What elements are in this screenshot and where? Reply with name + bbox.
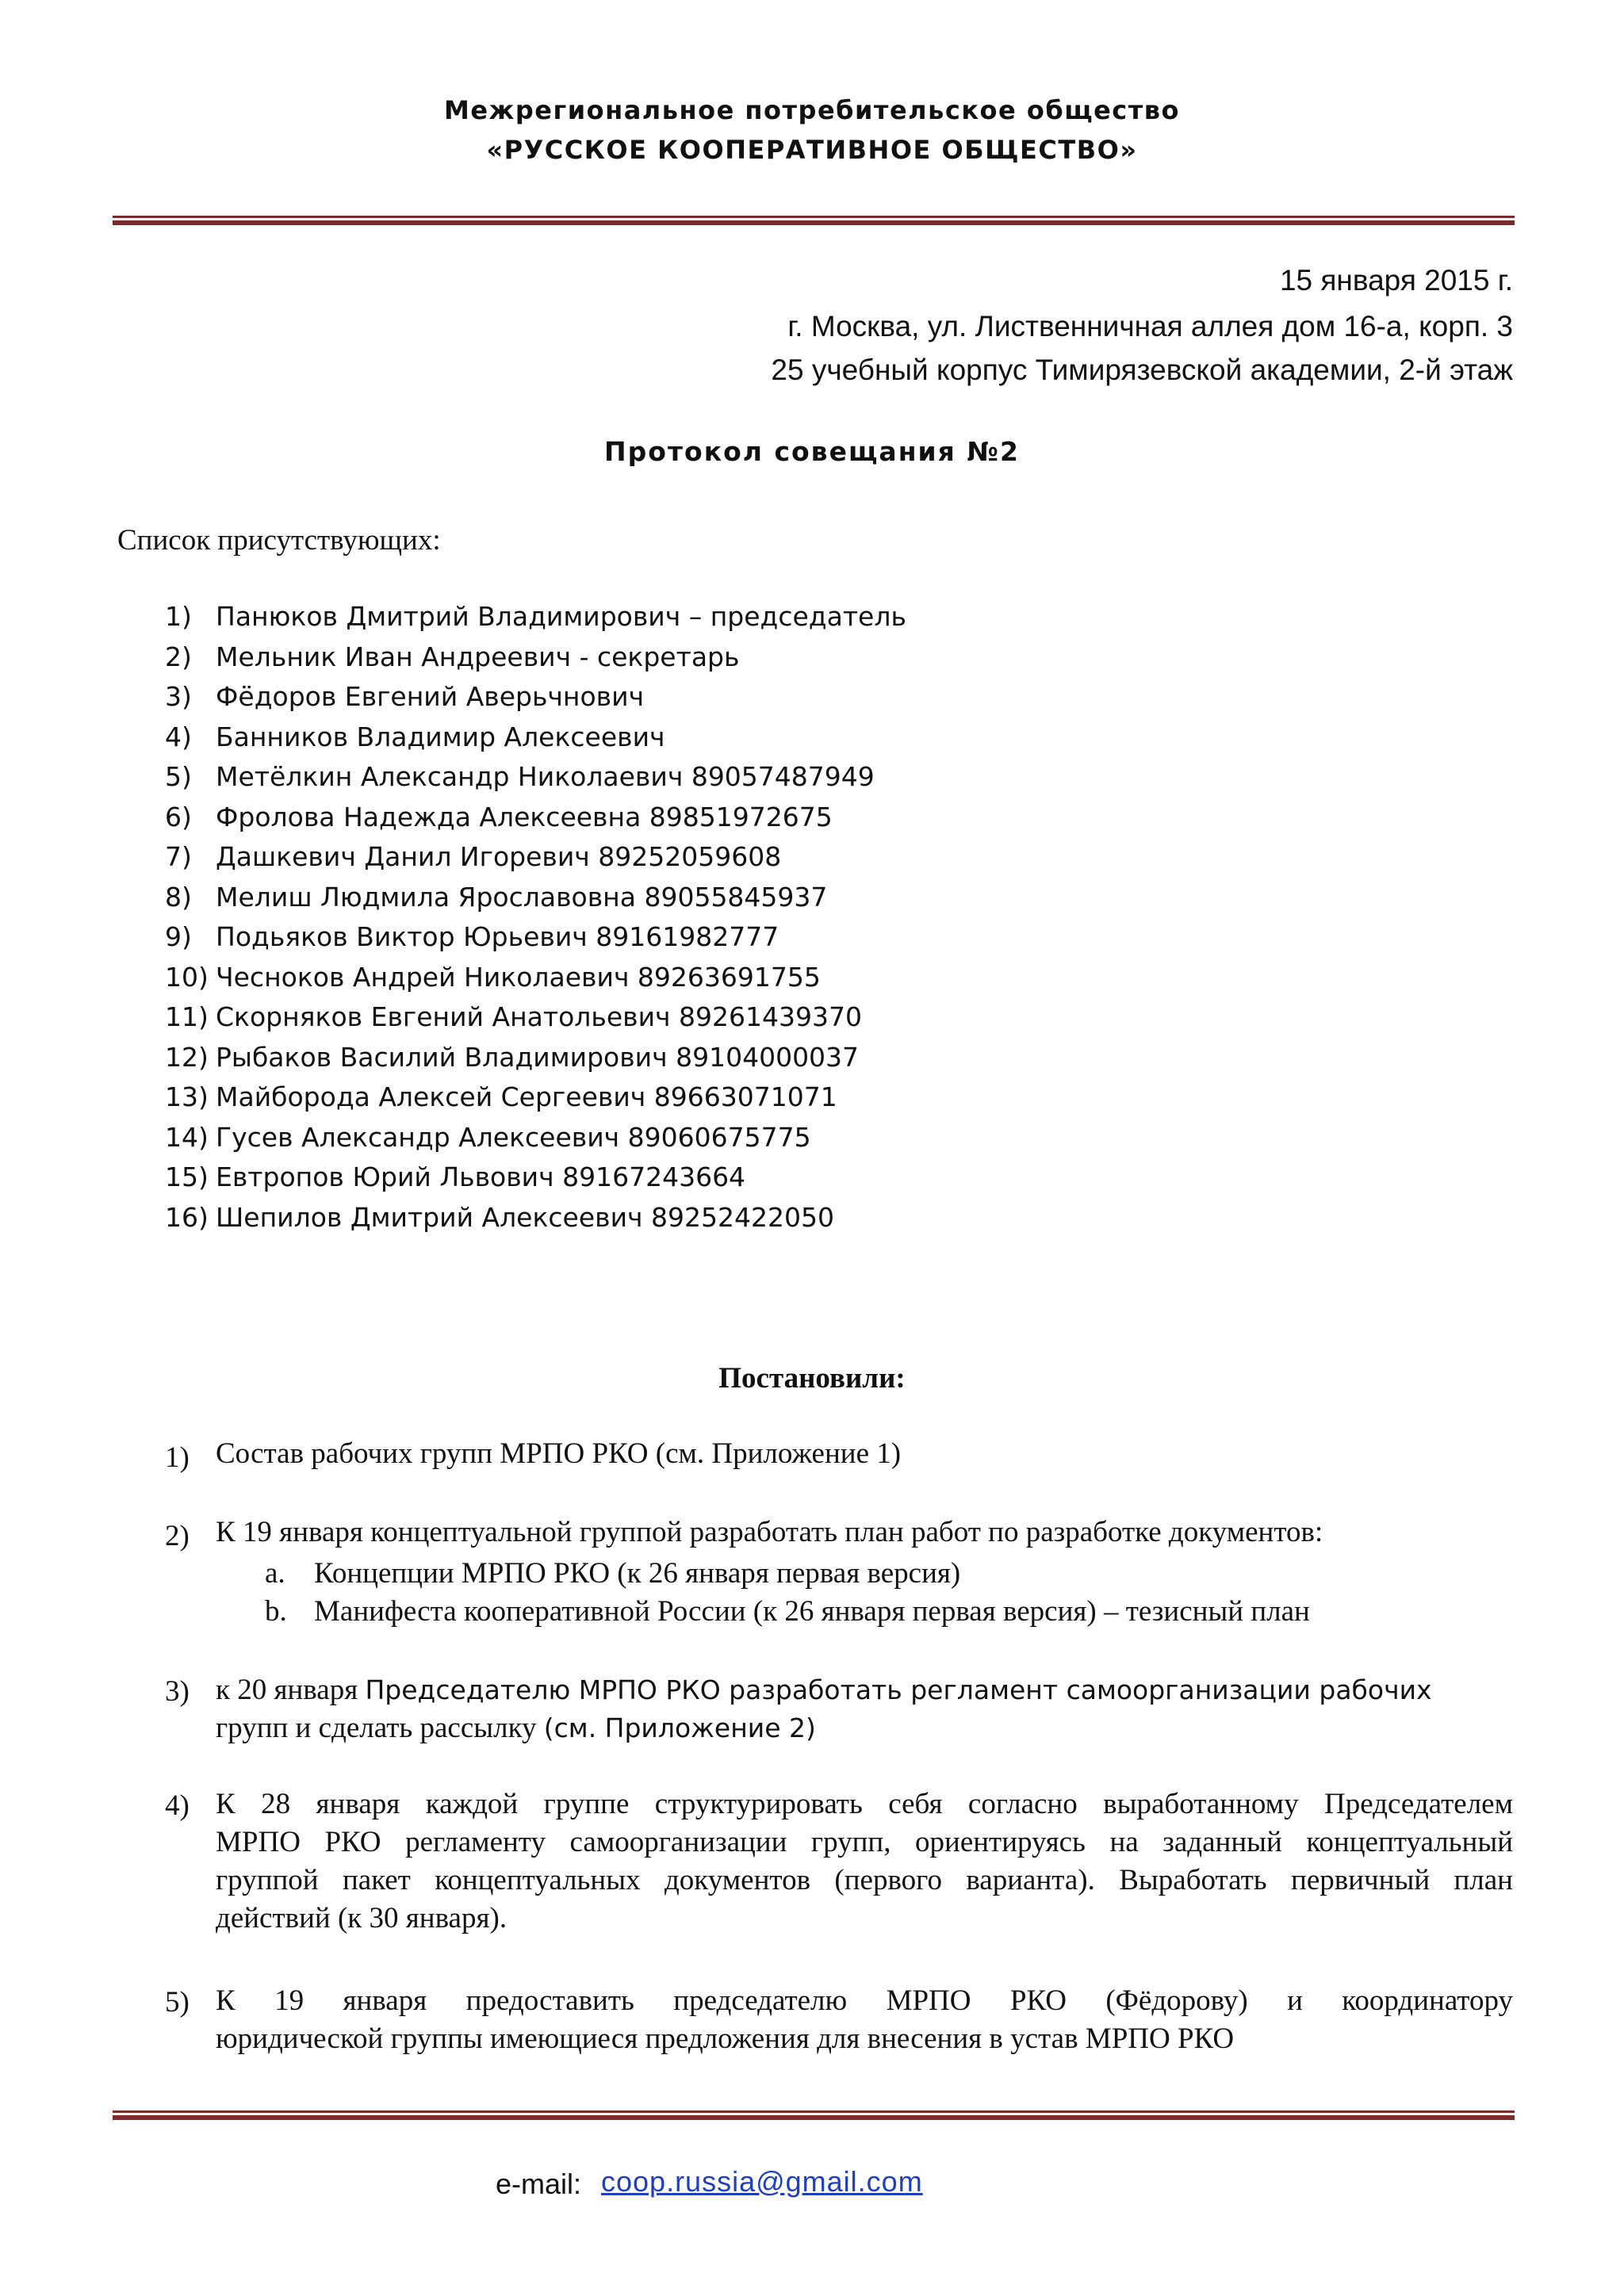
resolution-item-continued: группой пакет концептуальных документов (первого варианта). Выработать первичный план [216,1864,1513,1896]
address-line1: г. Москва, ул. Лиственничная аллея дом 16-а, корп. 3 [787,310,1513,342]
attendee-item: Майборода Алексей Сергеевич 89663071071 [216,1081,837,1112]
attendee-number: 10) [165,962,209,993]
email-link[interactable]: coop.russia@gmail.com [601,2165,923,2198]
resolution-text: к 20 января [216,1674,366,1706]
attendee-item: Гусев Александр Алексеевич 89060675775 [216,1122,811,1153]
resolution-number: 3) [165,1675,190,1708]
address-line2: 25 учебный корпус Тимирязевской академии, 2-й этаж [771,354,1513,386]
attendee-item: Скорняков Евгений Анатольевич 89261439370 [216,1001,862,1032]
resolution-item [216,1671,1513,1709]
resolution-item-continued: юридической группы имеющиеся предложения для внесения в устав МРПО РКО [216,2022,1235,2055]
resolution-number: 1) [165,1441,190,1474]
attendee-item: Евтропов Юрий Львович 89167243664 [216,1161,746,1192]
attendee-number: 1) [165,601,192,632]
attendee-number: 3) [165,681,192,712]
attendee-number: 12) [165,1042,209,1073]
organization-name-line2: «РУССКОЕ КООПЕРАТИВНОЕ ОБЩЕСТВО» [486,135,1138,165]
attendee-number: 14) [165,1122,209,1153]
resolution-text: групп и сделать рассылку [216,1712,544,1744]
resolution-number: 5) [165,1986,190,2019]
resolution-item-continued: МРПО РКО регламенту самоорганизации групп, ориентируясь на заданный концептуальный [216,1826,1513,1858]
resolution-text: Председателю МРПО РКО разработать регламент самоорганизации рабочих [365,1674,1432,1705]
footer-divider [113,2110,1515,2120]
resolution-item: Состав рабочих групп МРПО РКО (см. Приложение 1) [216,1437,902,1470]
resolution-number: 2) [165,1520,190,1552]
attendee-number: 13) [165,1081,209,1112]
attendee-item: Фролова Надежда Алексеевна 89851972675 [216,802,833,832]
attendee-number: 2) [165,641,192,672]
resolution-subitem: Манифеста кооперативной России (к 26 января первая версия) – тезисный план [314,1595,1310,1628]
resolution-item: К 19 января концептуальной группой разработать план работ по разработке документов: [216,1516,1323,1548]
attendee-item: Панюков Дмитрий Владимирович – председатель [216,601,906,632]
attendee-item: Чесноков Андрей Николаевич 89263691755 [216,962,821,993]
attendee-item: Шепилов Дмитрий Алексеевич 89252422050 [216,1202,834,1233]
attendee-item: Дашкевич Данил Игоревич 89252059608 [216,841,782,872]
attendee-item: Мельник Иван Андреевич - секретарь [216,641,740,672]
attendee-number: 11) [165,1001,209,1032]
attendee-number: 15) [165,1161,209,1192]
attendee-number: 5) [165,761,192,792]
email-label: e-mail: [496,2168,582,2200]
attendee-number: 4) [165,721,192,752]
document-date: 15 января 2015 г. [1279,264,1513,297]
attendee-item: Мелиш Людмила Ярославовна 89055845937 [216,882,828,913]
resolution-item-continued [216,1709,1513,1747]
attendee-number: 7) [165,841,192,872]
resolution-item: К 28 января каждой группе структурировать себя согласно выработанному Председателем [216,1788,1513,1820]
attendees-heading: Список присутствующих: [117,524,441,557]
resolution-item: К 19 января предоставить председателю МРПО РКО (Фёдорову) и координатору [216,1984,1513,2017]
resolution-text: (см. Приложение 2) [543,1712,816,1743]
attendee-item: Рыбаков Василий Владимирович 89104000037 [216,1042,860,1073]
attendee-item: Метёлкин Александр Николаевич 89057487949 [216,761,875,792]
attendee-number: 16) [165,1202,209,1233]
organization-name-line1: Межрегиональное потребительское общество [443,95,1181,125]
attendee-number: 6) [165,802,192,832]
attendee-item: Подьяков Виктор Юрьевич 89161982777 [216,921,779,952]
attendee-number: 9) [165,921,192,952]
resolutions-heading: Постановили: [718,1362,906,1395]
resolution-subitem: Концепции МРПО РКО (к 26 января первая версия) [314,1557,961,1590]
attendee-item: Фёдоров Евгений Аверьчнович [216,681,645,712]
resolution-number: 4) [165,1789,190,1822]
subitem-letter: a. [265,1557,285,1590]
subitem-letter: b. [265,1595,287,1628]
attendee-item: Банников Владимир Алексеевич [216,721,665,752]
resolution-item-continued: действий (к 30 января). [216,1902,508,1934]
document-title: Протокол совещания №2 [604,436,1020,467]
header-divider [113,216,1515,225]
attendee-number: 8) [165,882,192,913]
